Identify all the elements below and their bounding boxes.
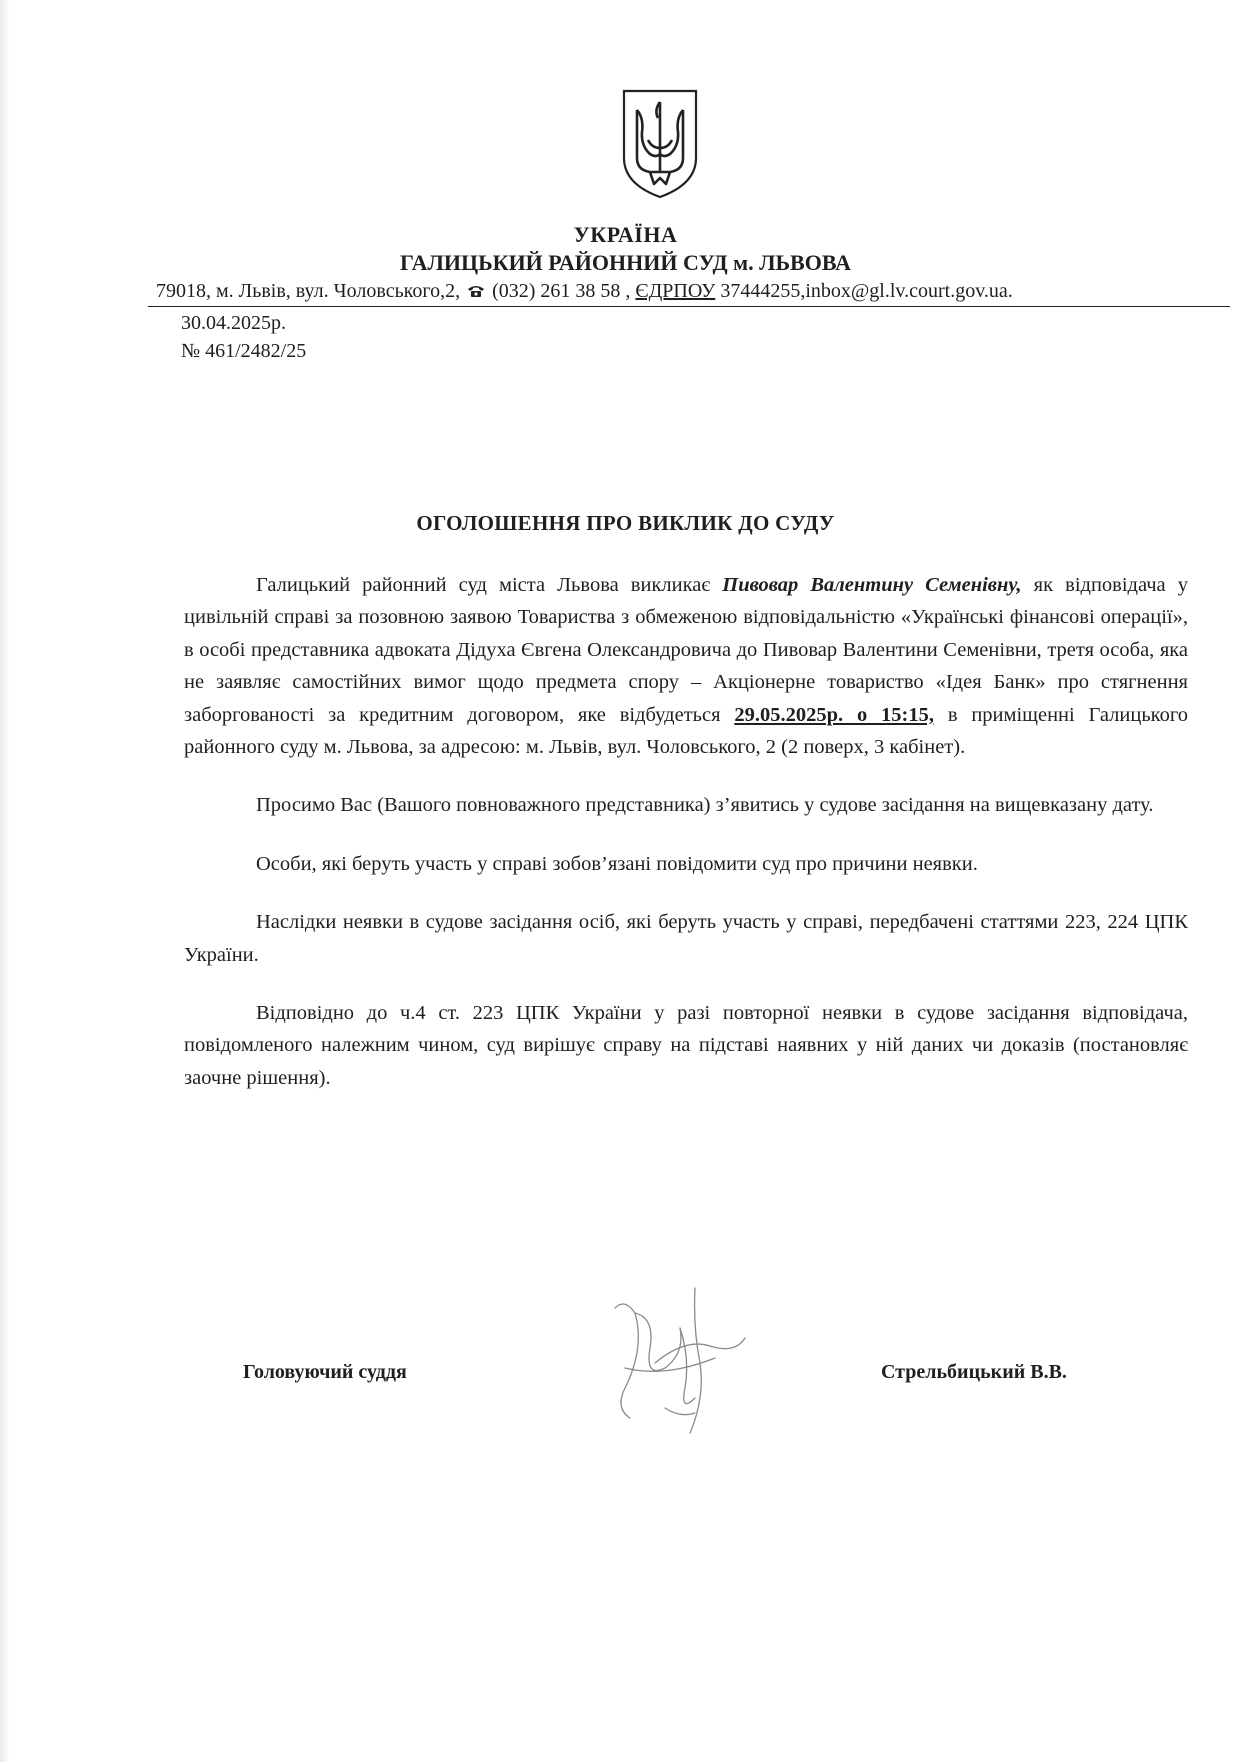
- handwritten-signature: [595, 1268, 755, 1438]
- notice-paragraph-request: Просимо Вас (Вашого повноважного представника) з’явитись у судове засідання на вищевказану дату.: [256, 794, 1154, 817]
- judge-name: Стрельбицький В.В.: [881, 1361, 1067, 1383]
- summons-text-end: в приміщенні Галицького районного суду м. Львова, за адресою: м. Львів, вул. Чоловського, 2 (2 поверх, 3 кабінет).: [184, 703, 1188, 759]
- phone-icon: [467, 284, 485, 298]
- header-divider: [148, 306, 1230, 307]
- notice-heading: ОГОЛОШЕННЯ ПРО ВИКЛИК ДО СУДУ: [416, 511, 835, 535]
- case-number: № 461/2482/25: [181, 340, 307, 362]
- notice-paragraph-consequences: Наслідки неявки в судове засідання осіб, які беруть участь у справі, передбачені статтями 223, 224 ЦПК України.: [184, 911, 1188, 966]
- court-phone: (032) 261 38 58 ,: [492, 280, 631, 302]
- edrpou-label: ЄДРПОУ: [635, 280, 716, 302]
- trident-emblem-icon: [620, 88, 700, 200]
- hearing-datetime: 29.05.2025р. о 15:15,: [734, 703, 934, 726]
- edrpou-email: 37444255,inbox@gl.lv.court.gov.ua.: [720, 280, 1013, 302]
- defendant-name: Пивовар Валентину Семенівну,: [722, 574, 1022, 596]
- notice-paragraph-summons: [184, 569, 1188, 763]
- country-title: УКРАЇНА: [573, 222, 678, 247]
- notice-paragraph-obligation: Особи, які беруть участь у справі зобов’язані повідомити суд про причини неявки.: [256, 852, 978, 875]
- document-date: 30.04.2025р.: [181, 312, 286, 334]
- notice-paragraph-default-judgment: Відповідно до ч.4 ст. 223 ЦПК України у разі повторної неявки в судове засідання відповідача, повідомленого належним чином, суд вирішує справу на підставі наявних у ній даних чи доказів (постановляє заочне рішення).: [184, 1002, 1188, 1089]
- court-contacts-line: [156, 280, 1226, 303]
- court-address: 79018, м. Львів, вул. Чоловського,2,: [156, 280, 461, 302]
- signatory-position: Головуючий суддя: [243, 1361, 407, 1383]
- notice-body: [184, 569, 1188, 1094]
- court-title: ГАЛИЦЬКИЙ РАЙОННИЙ СУД м. ЛЬВОВА: [399, 250, 852, 275]
- summons-text-start: Галицький районний суд міста Львова викликає: [256, 574, 723, 596]
- summons-text-middle: як відповідача у цивільній справі за позовною заявою Товариства з обмеженою відповідальністю «Українські фінансові операції», в особі представника адвоката Дідуха Євгена Олександровича до Пивовар Валентини Семенівни, третя особа, яка не заявляє самостійних вимог щодо предмета спору – Акціонерне товариство «Ідея Банк» про стягнення заборгованості за кредитним договором, яке відбудеться: [184, 574, 1188, 726]
